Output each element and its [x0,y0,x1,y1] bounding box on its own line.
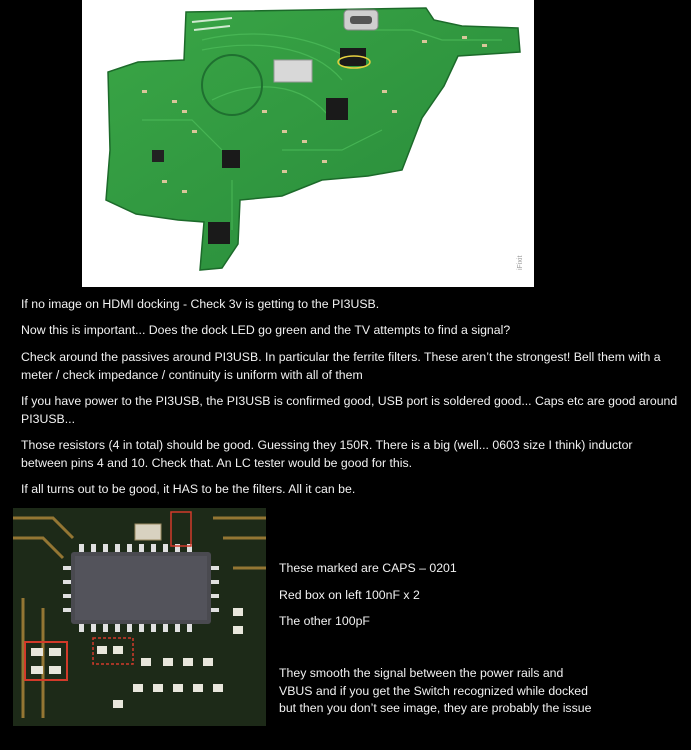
note-red-box: Red box on left 100nF x 2 [279,588,420,602]
paragraph-dock-led: Now this is important... Does the dock LED go green and the TV attempts to find a signal? [21,323,511,337]
paragraph-check-3v: If no image on HDMI docking - Check 3v is getting to the PI3USB. [21,297,380,311]
chip-closeup-photo [13,508,266,726]
note-caps-marked: These marked are CAPS – 0201 [279,561,457,575]
paragraph-resistors: Those resistors (4 in total) should be good. Guessing they 150R. There is a big (well... 0603 size I think) inductor between pins 4 and 10. Check that. An LC tester would be good for this. [21,438,633,470]
chip-closeup-illustration [13,508,266,726]
paragraph-power: If you have power to the PI3USB, the PI3USB is confirmed good, USB port is soldered good... Caps etc are good around PI3USB... [21,394,678,426]
paragraph-filters: If all turns out to be good, it HAS to be the filters. All it can be. [21,482,356,496]
inductor [135,524,161,540]
pcb-board-photo [82,0,534,287]
ic-chip-tail [208,222,230,244]
watermark: iFixit [517,255,524,270]
ic-chip-small [222,150,240,168]
label-sticker [274,60,312,82]
ic-chip-left [152,150,164,162]
board-outline [106,8,520,270]
pi3usb-chip [326,98,348,120]
note-explanation: They smooth the signal between the power rails and VBUS and if you get the Switch recognized while docked but then you don’t see image, they are probably the issue [279,666,592,715]
paragraph-passives: Check around the passives around PI3USB. In particular the ferrite filters. These aren’t the strongest! Bell them with a meter / check impedance / continuity is uniform with all of them [21,350,661,382]
pcb-board-illustration [82,0,534,287]
note-other-cap: The other 100pF [279,614,370,628]
